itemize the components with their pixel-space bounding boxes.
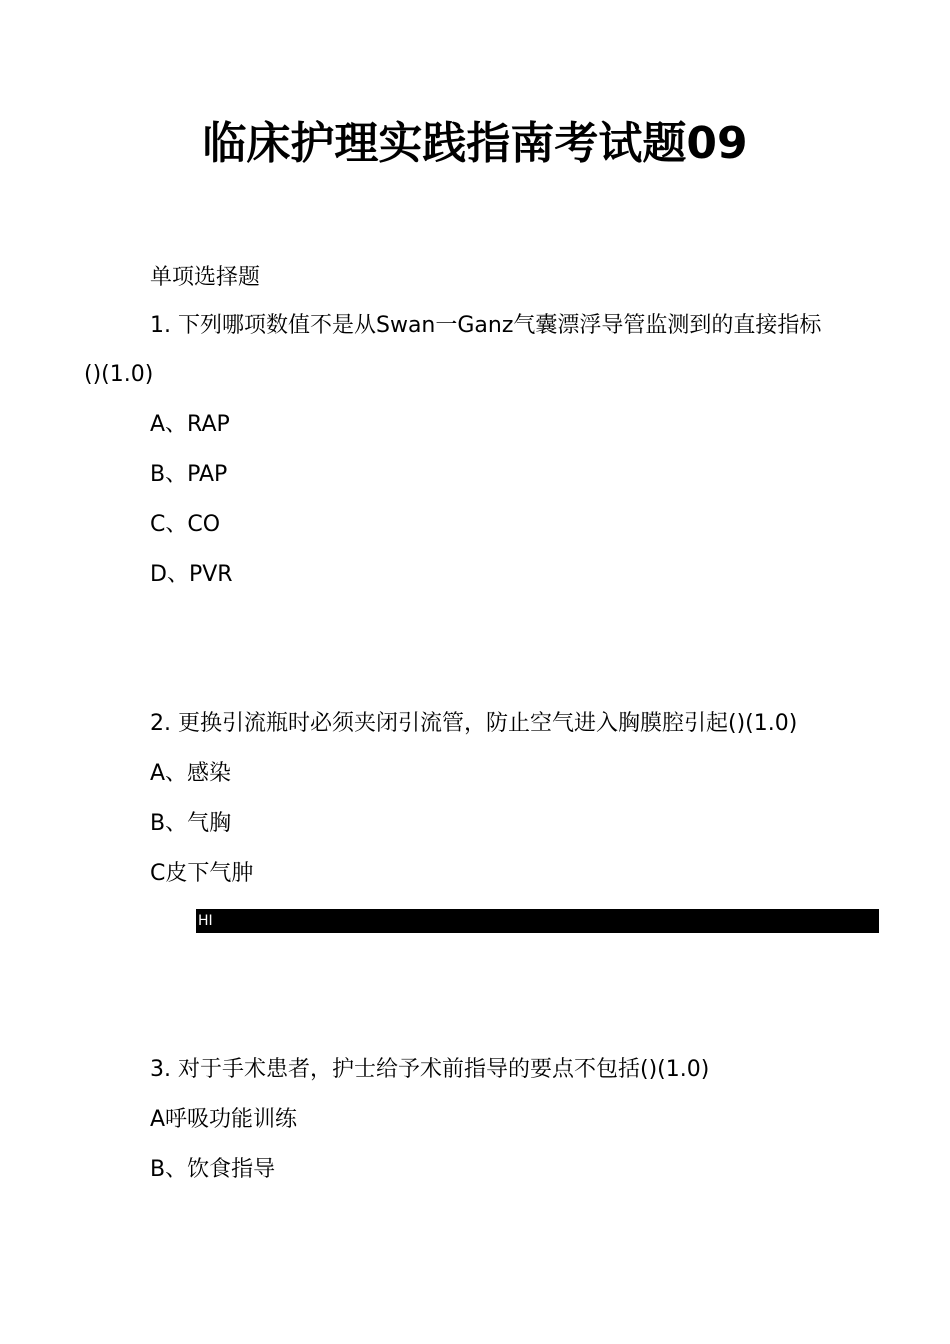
section-heading: 单项选择题 <box>150 265 261 290</box>
question-2-option-b: B、气胸 <box>150 811 232 836</box>
question-2-option-a: A、感染 <box>150 761 232 786</box>
document-title: 临床护理实践指南考试题09 <box>202 118 748 169</box>
question-2-option-c: C皮下气肿 <box>150 861 254 886</box>
question-1-option-d: D、PVR <box>150 562 233 587</box>
question-3-option-b: B、饮食指导 <box>150 1157 276 1182</box>
question-3-stem: 3. 对于手术患者，护士给予术前指导的要点不包括()(1.0) <box>150 1057 710 1082</box>
redaction-bar: HI <box>196 909 879 933</box>
question-1-stem-continued: ()(1.0) <box>84 362 154 387</box>
question-1-stem: 1. 下列哪项数值不是从Swan一Ganz气囊漂浮导管监测到的直接指标 <box>150 313 822 338</box>
question-1-option-b: B、PAP <box>150 462 228 487</box>
question-1-option-a: A、RAP <box>150 412 230 437</box>
question-2-stem: 2. 更换引流瓶时必须夹闭引流管，防止空气进入胸膜腔引起()(1.0) <box>150 711 798 736</box>
question-3-option-a: A呼吸功能训练 <box>150 1107 298 1132</box>
question-1-option-c: C、CO <box>150 512 221 537</box>
